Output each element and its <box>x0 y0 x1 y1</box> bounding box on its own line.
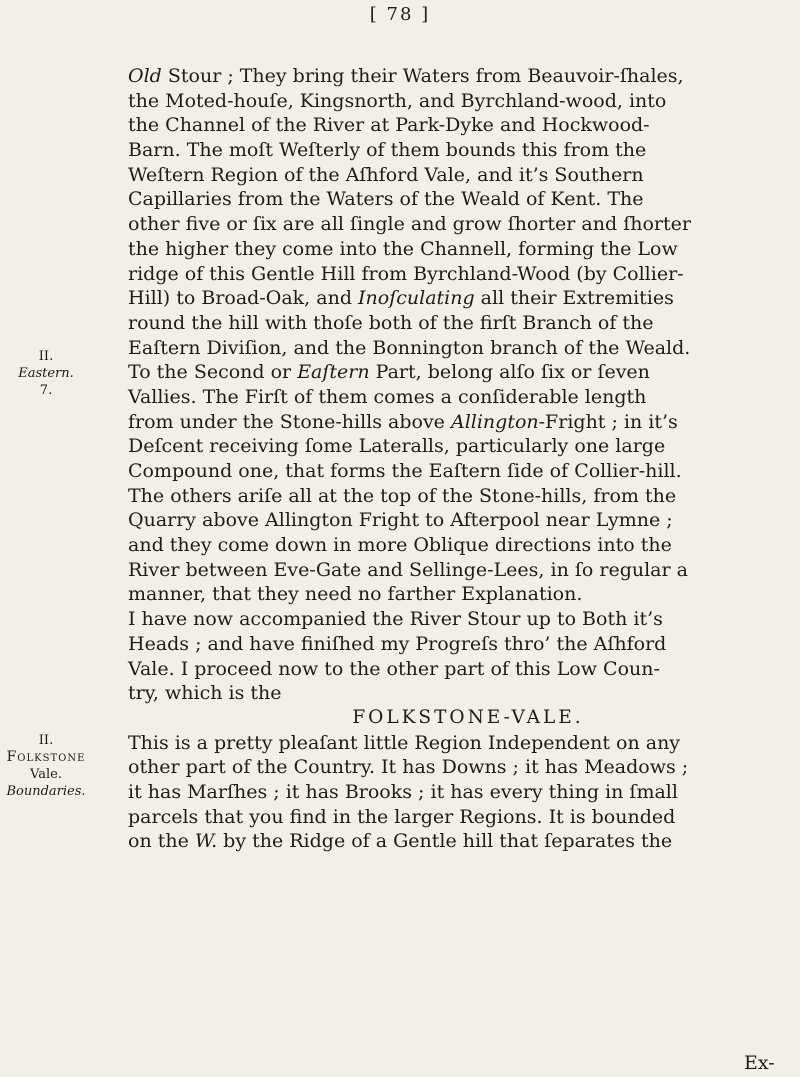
text-line <box>128 212 788 237</box>
text-segment: ridge of this Gentle Hill from Byrchland-Wood (by Collier- <box>128 262 684 285</box>
text-segment: manner, that they need no farther Explanation. <box>128 583 583 606</box>
text-segment: round the hill with thoſe both of the firſt Branch of the <box>128 311 654 334</box>
margin-numeral: II. <box>38 349 54 364</box>
text-line <box>128 780 788 805</box>
text-segment: the Moted-houſe, Kingsnorth, and Byrchland-wood, into <box>128 89 667 112</box>
text-segment: Part, belong alſo ſix or ſeven <box>369 361 650 384</box>
text-line <box>128 262 788 287</box>
text-line <box>128 582 788 607</box>
text-line <box>128 336 788 361</box>
text-line <box>128 706 788 731</box>
text-segment: from under the Stone-hills above <box>128 410 451 433</box>
margin-sublabel: Vale. <box>30 767 62 782</box>
text-line <box>128 805 788 830</box>
text-line <box>128 286 788 311</box>
text-line <box>128 632 788 657</box>
text-line <box>128 731 788 756</box>
text-segment: Hill) to Broad-Oak, and <box>128 287 359 310</box>
text-segment: all their Extremities <box>474 287 674 310</box>
text-line <box>128 459 788 484</box>
text-segment: Compound one, that forms the Eaſtern ſide of Collier-hill. <box>128 460 682 482</box>
margin-note-folkstone <box>0 732 92 800</box>
text-segment: Eaſtern Diviſion, and the Bonnington branch of the Weald. <box>128 336 691 359</box>
margin-detail: Boundaries. <box>6 784 86 799</box>
text-line <box>128 681 788 706</box>
text-line <box>128 360 788 385</box>
page-number: [ 78 ] <box>369 4 431 25</box>
catchword: Ex- <box>744 1052 775 1074</box>
section-heading: FOLKSTONE-VALE. <box>352 706 584 728</box>
margin-note-eastern <box>0 348 92 399</box>
margin-label: Folkstone <box>6 749 86 765</box>
text-line <box>128 163 788 188</box>
text-segment: Stour ; They bring their Waters from Beauvoir-ſhales, <box>161 65 684 87</box>
text-segment: W. <box>194 830 218 853</box>
text-line <box>128 237 788 262</box>
text-line <box>128 311 788 336</box>
text-segment: Deſcent receiving ſome Lateralls, particularly one large <box>128 435 666 458</box>
text-segment: try, which is the <box>128 682 282 705</box>
text-segment: on the <box>128 830 195 853</box>
text-line <box>128 829 788 854</box>
text-segment: parcels that you find in the larger Regions. It is bounded <box>128 805 676 828</box>
text-segment: Eaſtern <box>297 361 370 384</box>
text-segment: the higher they come into the Channell, forming the Low <box>128 237 678 260</box>
text-segment: This is a pretty pleaſant little Region Independent on any <box>128 731 681 754</box>
text-segment: Vallies. The Firſt of them comes a conſiderable length <box>128 385 647 408</box>
margin-number: 7. <box>39 383 53 398</box>
text-segment: Quarry above Allington Fright to Afterpool near Lymne ; <box>128 509 673 532</box>
text-line <box>128 89 788 114</box>
text-segment: and they come down in more Oblique directions into the <box>128 534 672 557</box>
margin-numeral: II. <box>38 733 54 748</box>
text-segment: it has Marſhes ; it has Brooks ; it has every thing in ſmall <box>128 780 678 803</box>
text-line <box>128 113 788 138</box>
text-segment: other part of the Country. It has Downs ; it has Meadows ; <box>128 756 689 779</box>
text-segment: River between Eve-Gate and Sellinge-Lees, in ſo regular a <box>128 558 688 581</box>
text-line <box>128 657 788 682</box>
text-line <box>128 385 788 410</box>
text-segment: The others ariſe all at the top of the Stone-hills, from the <box>128 484 677 507</box>
text-line <box>128 508 788 533</box>
text-segment: Capillaries from the Waters of the Weald of Kent. The <box>128 188 644 211</box>
text-line <box>128 434 788 459</box>
text-segment: Old <box>128 65 162 87</box>
text-line <box>128 410 788 435</box>
text-segment: the Channel of the River at Park-Dyke and Hockwood- <box>128 114 650 137</box>
text-line <box>128 607 788 632</box>
text-line <box>128 138 788 163</box>
text-segment: Allington <box>450 410 539 433</box>
text-segment: -Fright ; in it’s <box>538 410 678 433</box>
text-segment: I have now accompanied the River Stour up to Both it’s <box>128 608 663 631</box>
text-segment: To the Second or <box>128 361 298 384</box>
text-segment: other five or ſix are all ſingle and grow ſhorter and ſhorter <box>128 213 691 236</box>
text-line <box>128 484 788 509</box>
text-line <box>128 187 788 212</box>
body-text <box>128 64 788 854</box>
text-line <box>128 558 788 583</box>
text-segment: Heads ; and have finiſhed my Progreſs thro’ the Aſhford <box>128 632 667 655</box>
text-line <box>128 64 788 89</box>
text-segment: Vale. I proceed now to the other part of this Low Coun- <box>128 657 660 680</box>
text-segment: by the Ridge of a Gentle hill that ſeparates the <box>217 830 673 853</box>
text-segment: Barn. The moſt Weſterly of them bounds this from the <box>128 139 647 162</box>
text-line <box>128 755 788 780</box>
text-line <box>128 533 788 558</box>
margin-label: Eastern. <box>18 366 74 381</box>
text-segment: Inoſculating <box>358 287 475 310</box>
text-segment: Weſtern Region of the Aſhford Vale, and it’s Southern <box>128 163 644 186</box>
